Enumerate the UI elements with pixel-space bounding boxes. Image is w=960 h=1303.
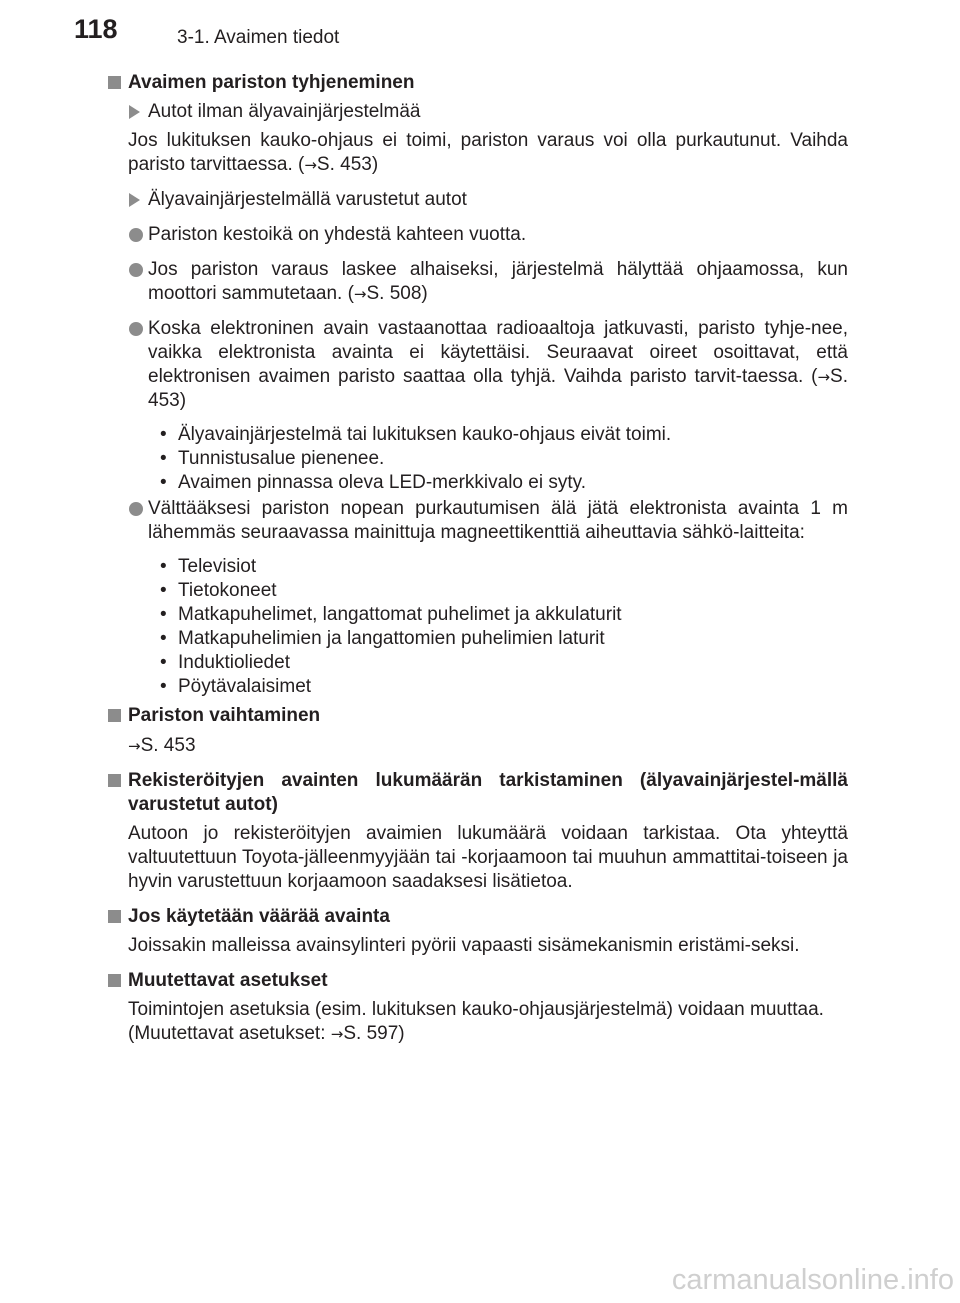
- arrow-icon: →: [817, 368, 831, 386]
- circle-bullet-icon: [129, 502, 143, 516]
- square-bullet-icon: [108, 76, 121, 89]
- bullet-battery-life: Pariston kestoikä on yhdestä kahteen vuotta.: [108, 223, 848, 247]
- page-reference[interactable]: S. 508): [366, 283, 428, 304]
- symptom-list: [108, 423, 848, 495]
- circle-bullet-icon: [129, 263, 143, 277]
- list-item: • Televisiot: [160, 555, 848, 579]
- list-item: • Avaimen pinnassa oleva LED-merkkivalo ei syty.: [160, 471, 848, 495]
- page-header: [0, 0, 960, 70]
- paragraph-replacement-ref: [108, 734, 848, 758]
- heading-customizable-settings: Muutettavat asetukset: [108, 969, 848, 993]
- heading-battery-replacement: Pariston vaihtaminen: [108, 704, 848, 728]
- page-reference[interactable]: S. 453: [140, 735, 196, 756]
- triangle-bullet-icon: [129, 193, 140, 207]
- bullet-magnetic-fields: Välttääksesi pariston nopean purkautumisen älä jätä elektronista avainta 1 m lähemmäs seuraavassa mainittuja magneettikenttiä aiheuttavia sähkö-laitteita:: [108, 497, 848, 545]
- watermark-footer[interactable]: carmanualsonline.info: [671, 1264, 954, 1296]
- circle-bullet-icon: [129, 228, 143, 242]
- page-number: 118: [74, 14, 118, 44]
- list-item: • Tunnistusalue pienenee.: [160, 447, 848, 471]
- list-item: • Älyavainjärjestelmä tai lukituksen kauko-ohjaus eivät toimi.: [160, 423, 848, 447]
- subheading-no-smart-key: Autot ilman älyavainjärjestelmää: [108, 100, 848, 124]
- page-reference[interactable]: S. 453): [148, 366, 848, 411]
- subheading-smart-key: Älyavainjärjestelmällä varustetut autot: [108, 188, 848, 212]
- page-content: [108, 70, 848, 1046]
- paragraph-remote-battery: Jos lukituksen kauko-ohjaus ei toimi, pariston varaus voi olla purkautunut. Vaihda paristo tarvittaessa. (→S. 453): [128, 130, 848, 175]
- arrow-icon: →: [330, 1025, 344, 1043]
- heading-wrong-key: Jos käytetään väärää avainta: [108, 905, 848, 929]
- list-item: • Tietokoneet: [160, 579, 848, 603]
- square-bullet-icon: [108, 974, 121, 987]
- list-item: • Induktioliedet: [160, 651, 848, 675]
- square-bullet-icon: [108, 774, 121, 787]
- circle-bullet-icon: [129, 322, 143, 336]
- arrow-icon: →: [128, 737, 141, 755]
- triangle-bullet-icon: [129, 105, 140, 119]
- bullet-low-battery-warning: Jos pariston varaus laskee alhaiseksi, järjestelmä hälyttää ohjaamossa, kun moottori sammutetaan. (→S. 508): [108, 258, 848, 306]
- arrow-icon: →: [304, 156, 317, 174]
- page-reference[interactable]: S. 597): [343, 1023, 405, 1044]
- square-bullet-icon: [108, 709, 121, 722]
- arrow-icon: →: [353, 285, 367, 303]
- list-item: • Matkapuhelimien ja langattomien puhelimien laturit: [160, 627, 848, 651]
- heading-battery-depletion: Avaimen pariston tyhjeneminen: [108, 71, 848, 95]
- paragraph-registered-keys: Autoon jo rekisteröityjen avaimien lukumäärä voidaan tarkistaa. Ota yhteyttä valtuutettuun Toyota-jälleenmyyjään tai -korjaamoon tai muuhun ammattitai-toiseen ja hyvin varustettuun korjaamoon saadaksesi lisätietoa.: [128, 823, 848, 892]
- section-title: 3-1. Avaimen tiedot: [177, 27, 340, 48]
- paragraph-customizable-settings: Toimintojen asetuksia (esim. lukituksen kauko-ohjausjärjestelmä) voidaan muuttaa.: [128, 999, 824, 1020]
- page-reference[interactable]: S. 453): [316, 154, 379, 175]
- bullet-radio-waves: Koska elektroninen avain vastaanottaa radioaaltoja jatkuvasti, paristo tyhje-nee, vaikka elektronista avainta ei käytettäisi. Seuraavat oireet osoittavat, että elektronisen avaimen paristo saattaa olla tyhjä. Vaihda paristo tarvit-taessa. (→S. 453): [108, 317, 848, 413]
- square-bullet-icon: [108, 910, 121, 923]
- paragraph-wrong-key: Joissakin malleissa avainsylinteri pyörii vapaasti sisämekanismin eristämi-seksi.: [128, 935, 800, 956]
- list-item: • Matkapuhelimet, langattomat puhelimet ja akkulaturit: [160, 603, 848, 627]
- heading-registered-keys: Rekisteröityjen avainten lukumäärän tarkistaminen (älyavainjärjestel-mällä varustetut autot): [108, 769, 848, 817]
- paragraph-settings-ref: (Muutettavat asetukset: →S. 597): [128, 1023, 405, 1044]
- list-item: • Pöytävalaisimet: [160, 675, 848, 699]
- appliance-list: [108, 555, 848, 699]
